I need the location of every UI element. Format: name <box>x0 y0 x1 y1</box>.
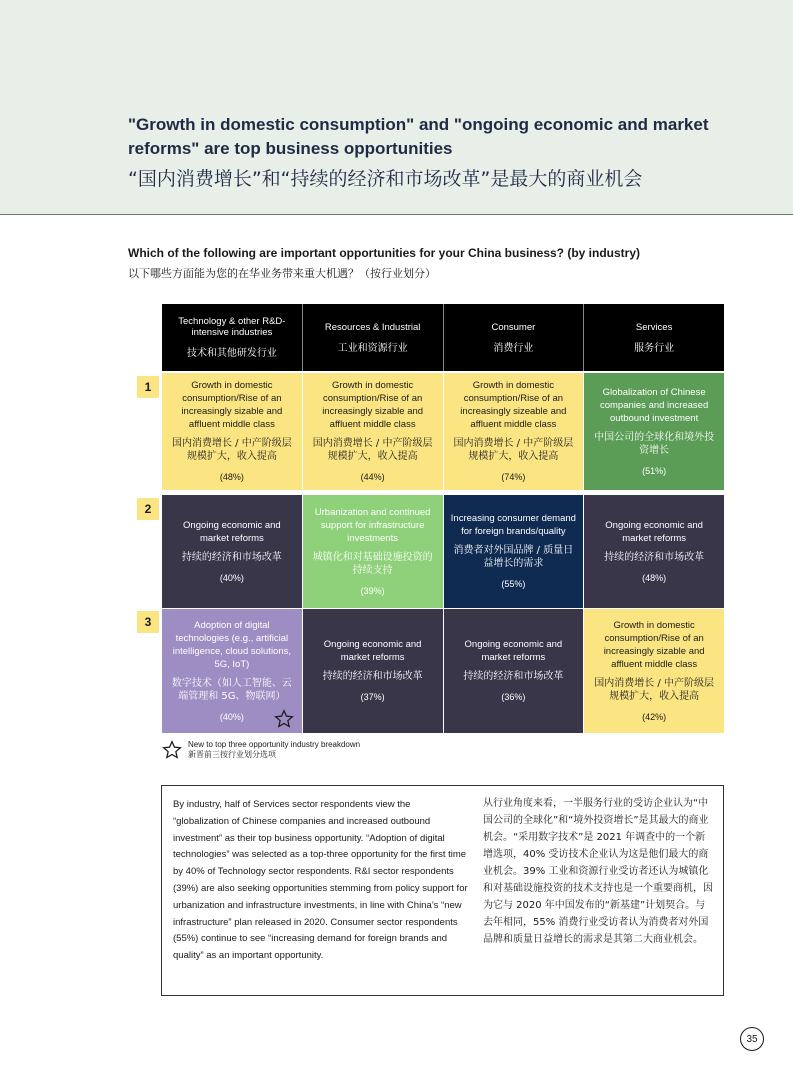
cell-percentage: (37%) <box>360 692 385 702</box>
cell-text-zh: 中国公司的全球化和境外投资增长 <box>594 431 715 456</box>
matrix-cell <box>584 373 724 490</box>
industry-header <box>584 304 724 371</box>
industry-header <box>162 304 303 371</box>
question-text: Which of the following are important opportunities for your China business? (by industry) <box>128 246 641 260</box>
matrix-cell <box>303 495 444 608</box>
page-title: "Growth in domestic consumption" and "ongoing economic and market reforms" are top business opportunities <box>128 115 709 158</box>
matrix-cell <box>584 495 724 608</box>
industry-header-row <box>162 304 724 371</box>
matrix-cell <box>444 373 585 490</box>
industry-header <box>303 304 444 371</box>
cell-text-zh: 城镇化和对基础设施投资的持续支持 <box>312 551 433 576</box>
page-title-chinese: “国内消费增长”和“持续的经济和市场改革”是最大的商业机会 <box>128 168 643 190</box>
cell-text-zh: 国内消费增长 / 中产阶级层规模扩大，收入提高 <box>172 438 292 462</box>
cell-text-en: Growth in domestic consumption/Rise of an increasingly sizable and affluent middle class <box>603 619 705 670</box>
cell-percentage: (36%) <box>501 692 526 702</box>
legend-text-en: New to top three opportunity industry breakdown <box>188 740 361 749</box>
legend-text-zh: 新晋前三按行业划分选项 <box>188 750 276 759</box>
cell-percentage: (42%) <box>642 711 667 722</box>
matrix-cell <box>162 373 303 490</box>
legend <box>162 740 360 760</box>
industry-header-en: Services <box>635 321 673 333</box>
summary-box <box>161 785 724 996</box>
star-outline-icon <box>162 740 182 760</box>
cell-percentage: (48%) <box>642 572 667 583</box>
matrix-cell <box>162 609 303 733</box>
cell-percentage: (40%) <box>219 572 244 583</box>
summary-text-zh: 从行业角度来看，一半服务行业的受访企业认为“中国公司的全球化”和“境外投资增长”是其最大的商业机会。“采用数字技术”是 2021 年调查中的一个新增选项，40% 受访技术企业认为这是他们最大的商业机会。39% 工业和资源行业受访者还认为城镇化和对基础设施投资的技术支持也是一个重要商机，因为它与 2020 年中国发布的“新基建”计划契合。与去年相同，55% 消费行业受访者认为消费者对外国品牌和质量日益增长的需求是其第二大商业机会。 <box>483 798 713 945</box>
industry-header <box>444 304 585 371</box>
cell-text-en: Ongoing economic and market reforms <box>183 519 281 544</box>
cell-percentage: (51%) <box>642 465 667 476</box>
cell-percentage: (39%) <box>360 585 385 596</box>
cell-percentage: (48%) <box>219 472 244 482</box>
cell-text-en: Globalization of Chinese companies and increased outbound investment <box>599 386 709 424</box>
cell-text-zh: 数字技术（如人工智能、云端管理和 5G、物联网） <box>171 677 292 702</box>
industry-header-en: Technology & other R&D-intensive industries <box>178 316 286 338</box>
cell-text-en: Ongoing economic and market reforms <box>464 639 563 663</box>
cell-text-en: Growth in domestic consumption/Rise of an increasingly sizeable and affluent middle class <box>460 380 567 430</box>
cell-percentage: (55%) <box>501 579 526 589</box>
opportunity-matrix <box>162 304 724 722</box>
cell-text-en: Growth in domestic consumption/Rise of an increasingly sizable and affluent middle class <box>322 380 424 430</box>
matrix-cell <box>584 609 724 733</box>
industry-header-zh: 服务行业 <box>634 342 675 354</box>
matrix-cell <box>162 495 303 608</box>
summary-text-en: By industry, half of Services sector respondents view the “globalization of Chinese companies and increased outbound investment” as their top business opportunity. “Adoption of digital technologies” was selected as a top-three opportunity for the first time by 40% of Technology sector respondents. R&I sector respondents (39%) are also seeking opportunities stemming from policy support for urbanization and infrastructure investments, in line with China’s “new infrastructure” plan released in 2020. Consumer sector respondents (55%) continue to see “increasing demand for foreign brands and quality” as an important opportunity. <box>173 799 468 962</box>
rank-badge-1: 1 <box>137 376 159 398</box>
matrix-cell <box>444 609 585 733</box>
page-number: 35 <box>740 1027 764 1051</box>
industry-header-zh: 消费行业 <box>493 342 534 354</box>
matrix-row-1 <box>162 373 724 492</box>
matrix-row-3 <box>162 609 724 733</box>
industry-header-zh: 技术和其他研发行业 <box>186 348 277 359</box>
industry-header-zh: 工业和资源行业 <box>337 342 408 354</box>
industry-header-en: Consumer <box>491 321 536 333</box>
cell-text-en: Adoption of digital technologies (e.g., artificial intelligence, cloud solutions, 5G, IoT) <box>172 619 292 670</box>
star-outline-icon <box>274 709 294 729</box>
rank-badge-3: 3 <box>137 611 159 633</box>
cell-text-zh: 国内消费增长 / 中产阶级层规模扩大，收入提高 <box>453 438 574 462</box>
cell-percentage: (44%) <box>360 472 385 482</box>
question-text-chinese: 以下哪些方面能为您的在华业务带来重大机遇？（按行业划分） <box>128 267 436 280</box>
cell-text-en: Urbanization and continued support for infrastructure investments <box>314 506 431 544</box>
cell-text-zh: 消费者对外国品牌 / 质量日益增长的需求 <box>453 545 574 569</box>
matrix-cell <box>303 373 444 490</box>
matrix-cell <box>444 495 585 608</box>
cell-text-zh: 持续的经济和市场改革 <box>322 671 423 682</box>
matrix-row-2 <box>162 495 724 608</box>
cell-text-zh: 国内消费增长 / 中产阶级层规模扩大，收入提高 <box>312 438 433 462</box>
cell-text-zh: 持续的经济和市场改革 <box>181 551 282 563</box>
cell-text-zh: 国内消费增长 / 中产阶级层规模扩大，收入提高 <box>594 677 714 702</box>
cell-percentage: (74%) <box>501 472 526 482</box>
cell-text-en: Ongoing economic and market reforms <box>323 639 422 663</box>
matrix-cell <box>303 609 444 733</box>
cell-percentage: (40%) <box>219 711 244 722</box>
cell-text-zh: 持续的经济和市场改革 <box>463 671 564 682</box>
cell-text-zh: 持续的经济和市场改革 <box>604 551 705 563</box>
cell-text-en: Growth in domestic consumption/Rise of an increasingly sizable and affluent middle class <box>181 380 283 430</box>
cell-text-en: Increasing consumer demand for foreign brands/quality <box>450 513 576 537</box>
legend-text <box>188 740 360 760</box>
industry-header-en: Resources & Industrial <box>324 321 421 333</box>
rank-badge-2: 2 <box>137 498 159 520</box>
cell-text-en: Ongoing economic and market reforms <box>605 519 703 544</box>
